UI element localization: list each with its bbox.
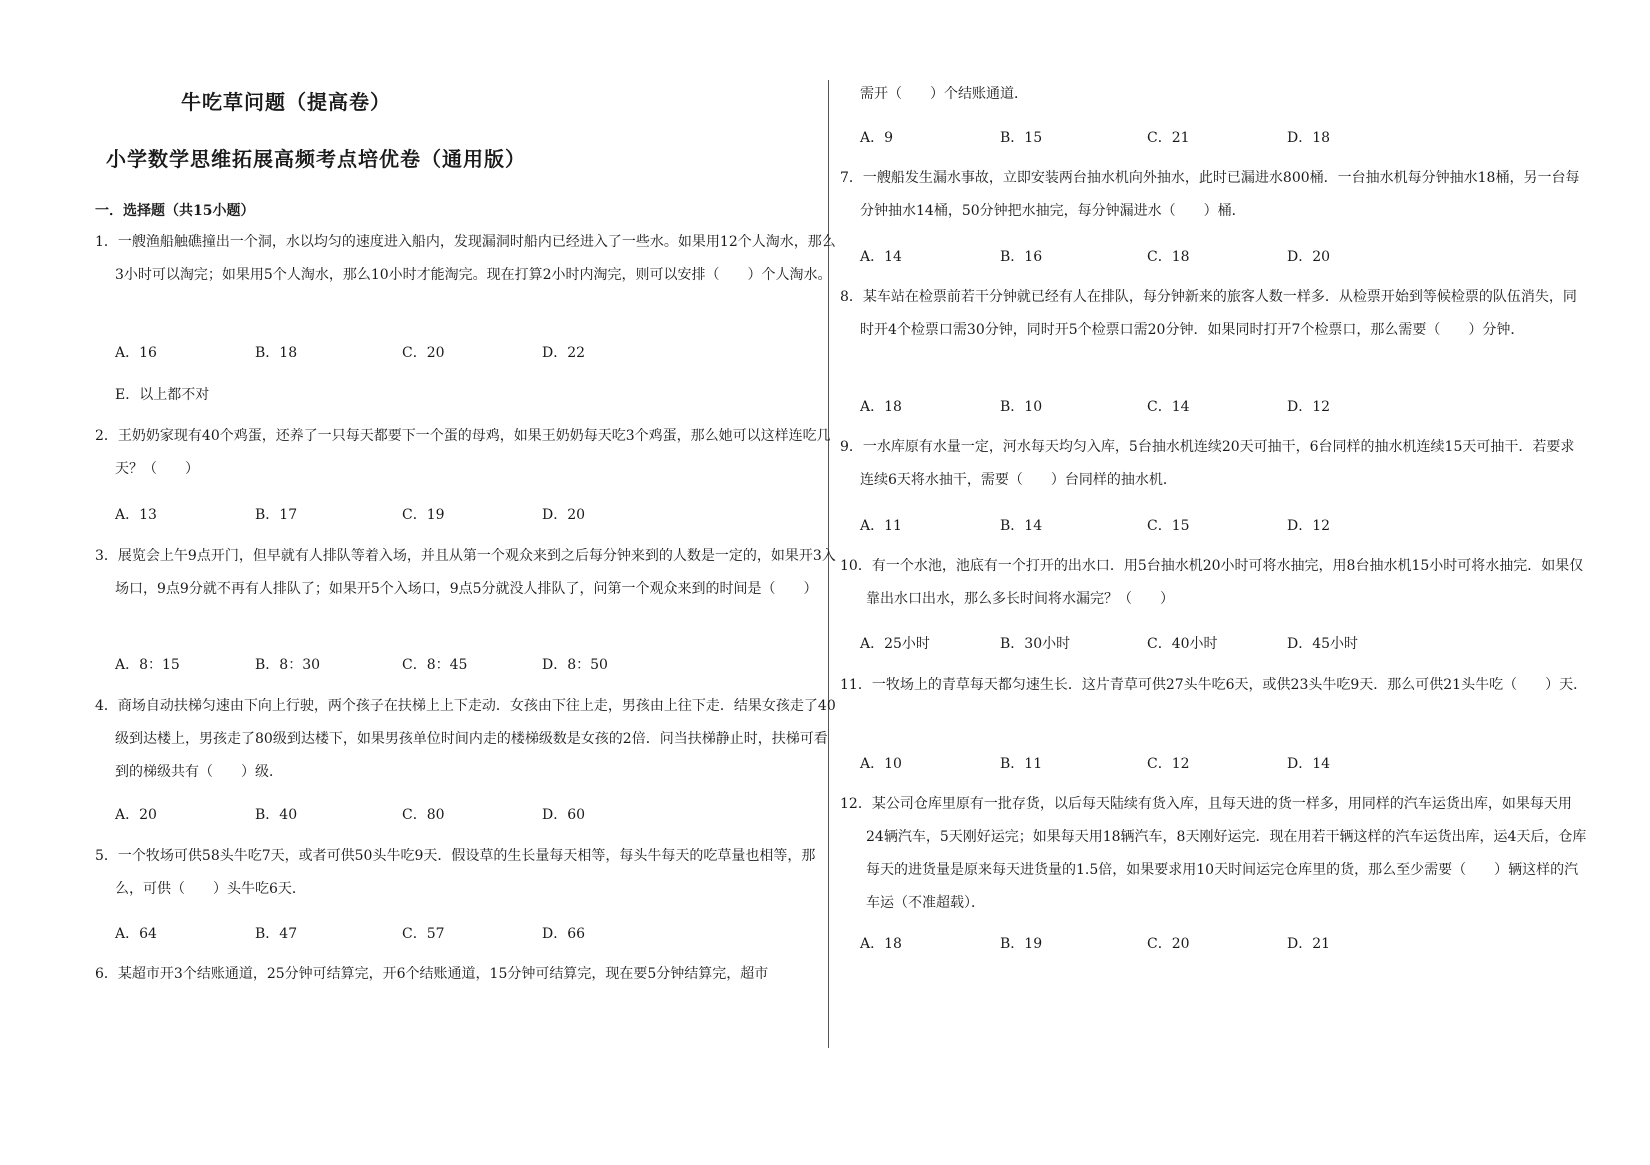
- option-c[interactable]: C．12: [1147, 756, 1190, 772]
- option-b[interactable]: B．18: [255, 345, 298, 361]
- option-a[interactable]: A．25小时: [860, 636, 930, 652]
- option-c[interactable]: C．15: [1147, 518, 1190, 534]
- option-c[interactable]: C．20: [402, 345, 445, 361]
- option-d[interactable]: D．22: [542, 345, 586, 361]
- option-e[interactable]: E．以上都不对: [115, 387, 210, 403]
- question-text: 某车站在检票前若干分钟就已经有人在排队，每分钟新来的旅客人数一样多．从检票开始到等候检票的队伍消失，同时开4个检票口需30分钟，同时开5个检票口需20分钟．如果同时打开7个检票口，那么需要（ ）分钟．: [860, 289, 1577, 338]
- question-6-continued: 需开（ ）个结账通道．: [860, 86, 1028, 102]
- option-c[interactable]: C．57: [402, 926, 445, 942]
- question-6: [95, 958, 837, 991]
- option-c[interactable]: C．14: [1147, 399, 1190, 415]
- option-d[interactable]: D．21: [1287, 936, 1331, 952]
- option-a[interactable]: A．18: [860, 399, 902, 415]
- question-text: 一水库原有水量一定，河水每天均匀入库，5台抽水机连续20天可抽干，6台同样的抽水机连续15天可抽干．若要求连续6天将水抽干，需要（ ）台同样的抽水机．: [860, 439, 1575, 488]
- option-a[interactable]: A．16: [115, 345, 157, 361]
- question-9: [840, 431, 1582, 497]
- doc-subtitle: 小学数学思维拓展高频考点培优卷（通用版）: [106, 147, 526, 171]
- question-number: 9．: [840, 439, 863, 455]
- question-11-options: [860, 753, 1560, 773]
- option-a[interactable]: A．13: [115, 507, 157, 523]
- option-c[interactable]: C．40小时: [1147, 636, 1218, 652]
- option-d[interactable]: D．20: [1287, 249, 1331, 265]
- option-c[interactable]: C．18: [1147, 249, 1190, 265]
- question-number: 10．: [840, 558, 872, 574]
- question-2: [95, 420, 837, 486]
- question-10-options: [860, 633, 1560, 653]
- option-b[interactable]: B．15: [1000, 130, 1043, 146]
- question-number: 6．: [95, 966, 118, 982]
- option-a[interactable]: A．8：15: [115, 657, 180, 673]
- question-5-options: [115, 923, 815, 943]
- question-12: [840, 788, 1588, 920]
- option-a[interactable]: A．18: [860, 936, 902, 952]
- option-d[interactable]: D．12: [1287, 399, 1331, 415]
- question-7-options: [860, 246, 1560, 266]
- question-text: 一个牧场可供58头牛吃7天，或者可供50头牛吃9天．假设草的生长量每天相等，每头牛每天的吃草量也相等，那么，可供（ ）头牛吃6天．: [115, 848, 816, 897]
- option-b[interactable]: B．14: [1000, 518, 1043, 534]
- option-c[interactable]: C．19: [402, 507, 445, 523]
- question-4-options: [115, 804, 815, 824]
- question-1: [95, 226, 837, 292]
- question-3: [95, 540, 837, 606]
- question-text: 展览会上午9点开门，但早就有人排队等着入场，并且从第一个观众来到之后每分钟来到的人数是一定的，如果开3入场口，9点9分就不再有人排队了；如果开5个入场口，9点5分就没人排队了，问第一个观众来到的时间是（ ）: [115, 548, 836, 597]
- question-number: 12．: [840, 796, 872, 812]
- question-text: 某超市开3个结账通道，25分钟可结算完，开6个结账通道，15分钟可结算完，现在要5分钟结算完，超市: [117, 966, 769, 982]
- option-b[interactable]: B．11: [1000, 756, 1043, 772]
- question-text: 商场自动扶梯匀速由下向上行驶，两个孩子在扶梯上上下走动．女孩由下往上走，男孩由上往下走．结果女孩走了40级到达楼上，男孩走了80级到达楼下，如果男孩单位时间内走的楼梯级数是女孩的2倍．问当扶梯静止时，扶梯可看到的梯级共有（ ）级．: [115, 698, 836, 780]
- section-heading: 一．选择题（共15小题）: [95, 203, 255, 219]
- question-text: 有一个水池，池底有一个打开的出水口．用5台抽水机20小时可将水抽完，用8台抽水机15小时可将水抽完．如果仅靠出水口出水，那么多长时间将水漏完？（ ）: [866, 558, 1584, 607]
- question-number: 11．: [840, 677, 872, 693]
- doc-title: 牛吃草问题（提高卷）: [181, 90, 391, 114]
- question-11: [840, 669, 1588, 702]
- option-b[interactable]: B．10: [1000, 399, 1043, 415]
- option-a[interactable]: A．11: [860, 518, 902, 534]
- option-c[interactable]: C．80: [402, 807, 445, 823]
- question-4: [95, 690, 837, 789]
- question-1-options: [115, 342, 815, 362]
- question-7: [840, 162, 1582, 228]
- option-d[interactable]: D．45小时: [1287, 636, 1359, 652]
- question-number: 3．: [95, 548, 118, 564]
- option-b[interactable]: B．40: [255, 807, 298, 823]
- option-d[interactable]: D．14: [1287, 756, 1331, 772]
- option-a[interactable]: A．9: [860, 130, 894, 146]
- question-number: 7．: [840, 170, 863, 186]
- question-text: 一牧场上的青草每天都匀速生长．这片青草可供27头牛吃6天，或供23头牛吃9天．那么可供21头牛吃（ ）天．: [871, 677, 1588, 693]
- option-d[interactable]: D．18: [1287, 130, 1331, 146]
- question-3-options: [115, 654, 815, 674]
- question-text: 一艘渔船触礁撞出一个洞，水以均匀的速度进入船内，发现漏洞时船内已经进入了一些水。如果用12个人淘水，那么3小时可以淘完；如果用5个人淘水，那么10小时才能淘完。现在打算2小时内淘完，则可以安排（ ）个人淘水。: [115, 234, 836, 283]
- option-c[interactable]: C．8：45: [402, 657, 468, 673]
- option-a[interactable]: A．10: [860, 756, 902, 772]
- question-9-options: [860, 515, 1560, 535]
- option-d[interactable]: D．8：50: [542, 657, 608, 673]
- option-c[interactable]: C．20: [1147, 936, 1190, 952]
- option-a[interactable]: A．14: [860, 249, 902, 265]
- question-number: 4．: [95, 698, 118, 714]
- option-d[interactable]: D．12: [1287, 518, 1331, 534]
- question-5: [95, 840, 837, 906]
- question-number: 5．: [95, 848, 118, 864]
- question-2-options: [115, 504, 815, 524]
- option-c[interactable]: C．21: [1147, 130, 1190, 146]
- question-8-options: [860, 396, 1560, 416]
- question-8: [840, 281, 1582, 347]
- question-10: [840, 550, 1588, 616]
- question-number: 1．: [95, 234, 118, 250]
- question-number: 8．: [840, 289, 863, 305]
- question-text: 王奶奶家现有40个鸡蛋，还养了一只每天都要下一个蛋的母鸡，如果王奶奶每天吃3个鸡蛋，那么她可以这样连吃几天？（ ）: [115, 428, 831, 477]
- option-b[interactable]: B．19: [1000, 936, 1043, 952]
- question-number: 2．: [95, 428, 118, 444]
- option-b[interactable]: B．17: [255, 507, 298, 523]
- option-b[interactable]: B．8：30: [255, 657, 321, 673]
- question-6-options: [860, 127, 1560, 147]
- question-text: 一艘船发生漏水事故，立即安装两台抽水机向外抽水，此时已漏进水800桶．一台抽水机每分钟抽水18桶，另一台每分钟抽水14桶，50分钟把水抽完，每分钟漏进水（ ）桶．: [860, 170, 1580, 219]
- question-12-options: [860, 933, 1560, 953]
- option-b[interactable]: B．47: [255, 926, 298, 942]
- question-text: 某公司仓库里原有一批存货，以后每天陆续有货入库，且每天进的货一样多，用同样的汽车运货出库，如果每天用24辆汽车，5天刚好运完；如果每天用18辆汽车，8天刚好运完．现在用若干辆这样的汽车运货出库，运4天后，仓库每天的进货量是原来每天进货量的1.5倍，如果要求用10天时间运完仓库里的货，那么至少需要（ ）辆这样的汽车运（不准超载）．: [866, 796, 1587, 911]
- option-b[interactable]: B．30小时: [1000, 636, 1071, 652]
- option-a[interactable]: A．20: [115, 807, 157, 823]
- option-d[interactable]: D．20: [542, 507, 586, 523]
- option-d[interactable]: D．66: [542, 926, 586, 942]
- option-d[interactable]: D．60: [542, 807, 586, 823]
- option-b[interactable]: B．16: [1000, 249, 1043, 265]
- option-a[interactable]: A．64: [115, 926, 157, 942]
